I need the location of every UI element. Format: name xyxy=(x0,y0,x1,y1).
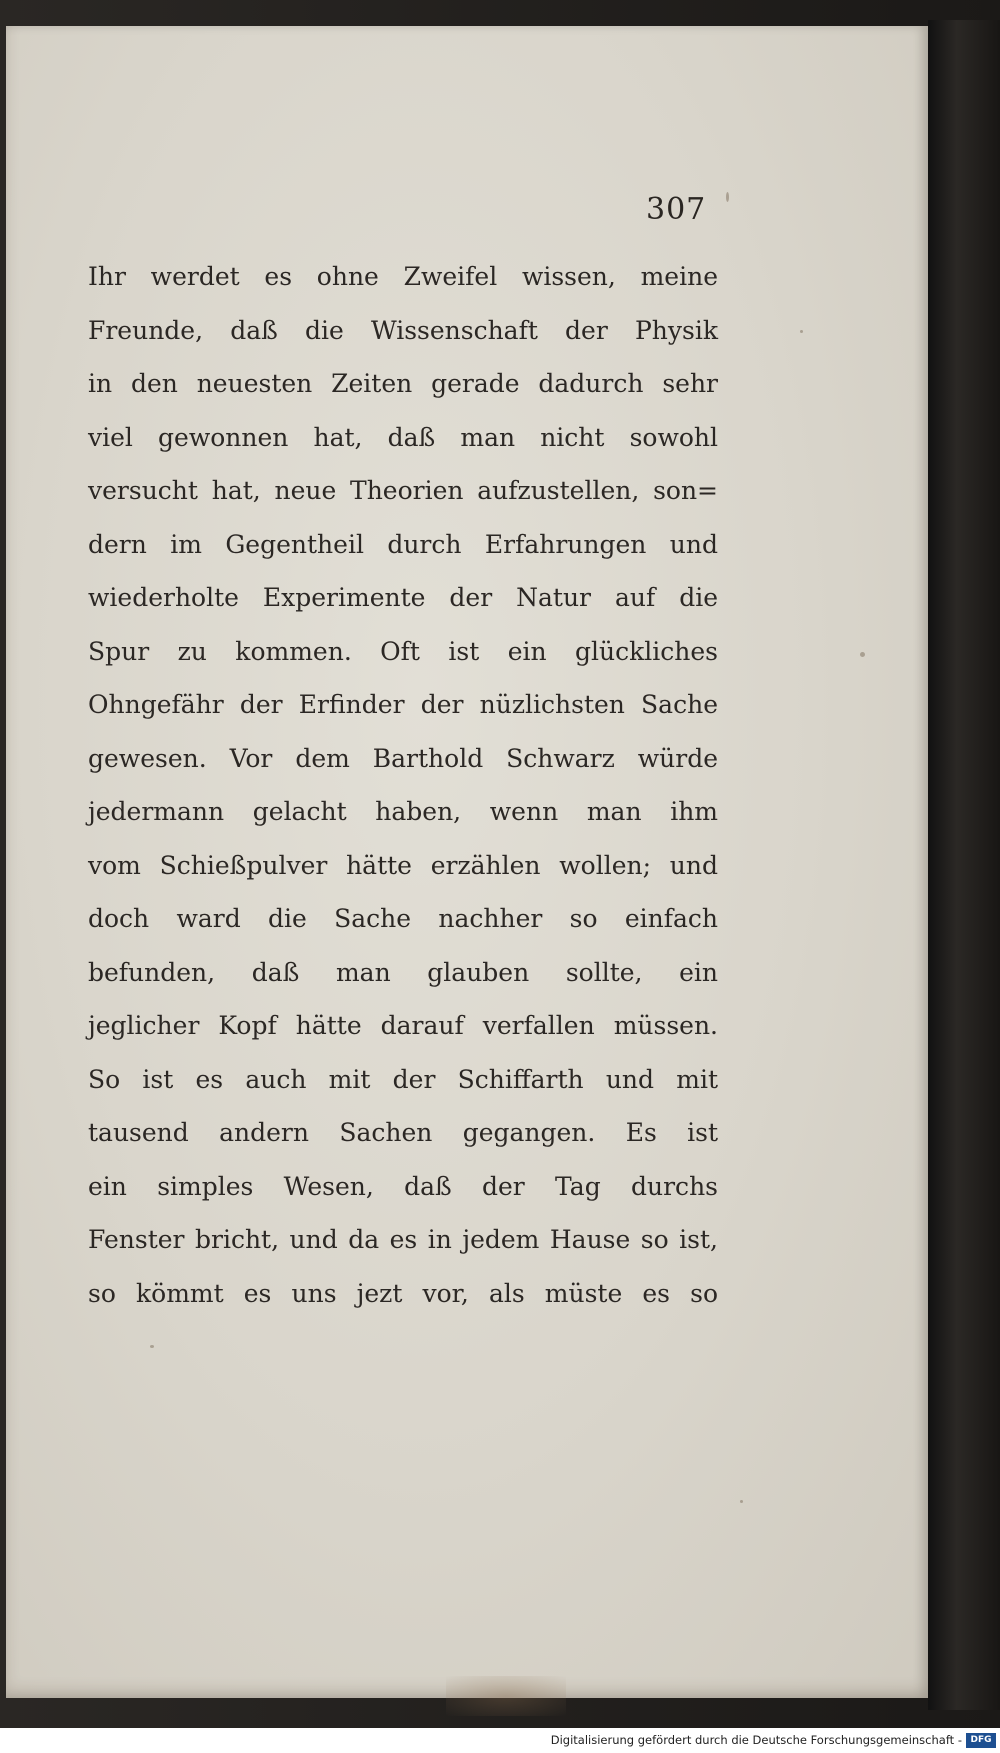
text-line: Fenster bricht, und da es in jedem Hause so ist, xyxy=(88,1225,718,1254)
book-spine-edge xyxy=(928,20,1000,1710)
text-line: so kömmt es uns jezt vor, als müste es so xyxy=(88,1278,718,1308)
text-line: tausend andern Sachen gegangen. Es ist xyxy=(88,1118,718,1147)
text-line: befunden, daß man glauben sollte, ein xyxy=(88,957,718,987)
text-line: ein simples Wesen, daß der Tag durchs xyxy=(88,1171,718,1201)
footer-bar xyxy=(0,1728,1000,1753)
paper-speck xyxy=(800,330,803,333)
text-line: Spur zu kommen. Oft ist ein glückliches xyxy=(88,636,718,666)
text-line: in den neuesten Zeiten gerade dadurch sehr xyxy=(88,369,718,398)
text-line: Ihr werdet es ohne Zweifel wissen, meine xyxy=(88,262,718,291)
paper-speck xyxy=(150,1345,154,1348)
body-text xyxy=(88,250,718,1320)
text-line: dern im Gegentheil durch Erfahrungen und xyxy=(88,529,718,559)
paper-speck xyxy=(860,652,865,657)
text-line: jeglicher Kopf hätte darauf verfallen müssen. xyxy=(88,1011,718,1040)
text-line: doch ward die Sache nachher so einfach xyxy=(88,904,718,933)
paper-speck xyxy=(726,192,729,202)
text-line: jedermann gelacht haben, wenn man ihm xyxy=(88,797,718,826)
text-line: versucht hat, neue Theorien aufzustellen, son= xyxy=(88,476,718,505)
text-line: vom Schießpulver hätte erzählen wollen; und xyxy=(88,850,718,880)
text-line: Ohngefähr der Erfinder der nüzlichsten Sache xyxy=(88,690,718,719)
text-line: So ist es auch mit der Schiffarth und mit xyxy=(88,1064,718,1094)
text-line: Freunde, daß die Wissenschaft der Physik xyxy=(88,315,718,345)
paper-stain xyxy=(446,1676,566,1716)
page-number: 307 xyxy=(646,192,707,227)
text-line: wiederholte Experimente der Natur auf die xyxy=(88,583,718,612)
funding-credit: Digitalisierung gefördert durch die Deutsche Forschungsgemeinschaft - xyxy=(550,1733,962,1747)
dfg-logo: DFG xyxy=(966,1733,996,1748)
paper-speck xyxy=(740,1500,743,1503)
text-line: gewesen. Vor dem Barthold Schwarz würde xyxy=(88,743,718,773)
text-line: viel gewonnen hat, daß man nicht sowohl xyxy=(88,422,718,452)
